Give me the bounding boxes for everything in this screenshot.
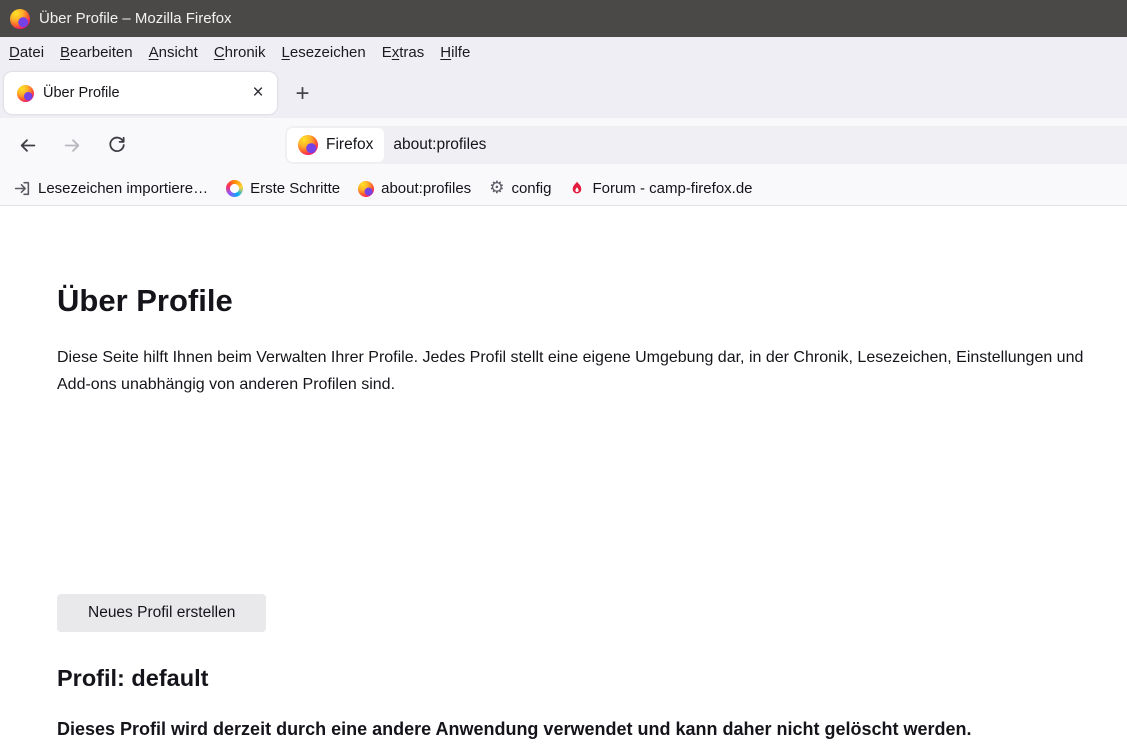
- bookmark-about-profiles[interactable]: about:profiles: [349, 176, 480, 201]
- flame-icon: [569, 181, 585, 197]
- menu-item-ansicht[interactable]: Ansicht: [148, 43, 198, 61]
- navigation-toolbar: [0, 118, 1127, 172]
- import-icon: [14, 180, 31, 197]
- menu-item-chronik[interactable]: Chronik: [213, 43, 266, 61]
- bookmark-forum-camp-firefox[interactable]: Forum - camp-firefox.de: [560, 176, 761, 201]
- bookmark-import[interactable]: Lesezeichen importiere…: [5, 176, 217, 201]
- bookmark-config[interactable]: ⚙ config: [489, 178, 552, 198]
- tab-label: Über Profile: [43, 85, 120, 101]
- page-title: Über Profile: [57, 283, 233, 318]
- firefox-icon: [10, 9, 30, 29]
- menu-item-bearbeiten[interactable]: Bearbeiten: [60, 43, 133, 61]
- profile-in-use-warning: Dieses Profil wird derzeit durch eine andere Anwendung verwendet und kann daher nicht gelöscht werden.: [57, 719, 972, 739]
- forward-button[interactable]: [56, 129, 88, 161]
- chip-label: Firefox: [326, 136, 374, 153]
- profile-section-title: Profil: default: [57, 665, 209, 691]
- reload-button[interactable]: [101, 129, 133, 161]
- window-titlebar[interactable]: [0, 0, 1127, 37]
- tab-close-icon[interactable]: ×: [245, 80, 271, 106]
- forward-arrow-icon: [64, 137, 81, 154]
- menu-bar: [0, 37, 1127, 67]
- menu-item-extras[interactable]: Extras: [381, 43, 425, 61]
- chip-firefox-icon: [298, 135, 318, 155]
- url-value: about:profiles: [393, 136, 487, 153]
- identity-chip: [287, 128, 384, 162]
- window-title: Über Profile – Mozilla Firefox: [39, 10, 232, 27]
- about-profiles-page: [0, 283, 1127, 740]
- tab-ueber-profile[interactable]: [4, 72, 277, 114]
- back-arrow-icon: [19, 137, 36, 154]
- new-tab-button[interactable]: +: [287, 78, 318, 109]
- bookmarks-toolbar: [0, 172, 1127, 206]
- back-button[interactable]: [11, 129, 43, 161]
- tab-favicon-firefox-icon: [17, 85, 34, 102]
- gear-icon: ⚙: [489, 178, 505, 198]
- menu-item-datei[interactable]: Datei: [9, 43, 45, 61]
- firefox-icon: [358, 181, 374, 197]
- page-description: Diese Seite hilft Ihnen beim Verwalten Ihrer Profile. Jedes Profil stellt eine eigene Umgebung dar, in der Chronik, Lesezeichen, Einstellungen und Add-ons unabhängig von anderen Profilen sind.: [57, 349, 1084, 393]
- menu-item-hilfe[interactable]: Hilfe: [440, 43, 471, 61]
- reload-icon: [108, 136, 126, 154]
- url-bar[interactable]: [285, 126, 1127, 164]
- menu-item-lesezeichen[interactable]: Lesezeichen: [281, 43, 366, 61]
- getting-started-icon: [226, 180, 243, 197]
- create-profile-button[interactable]: Neues Profil erstellen: [57, 594, 266, 632]
- bookmark-erste-schritte[interactable]: Erste Schritte: [217, 176, 349, 201]
- tab-bar: [0, 67, 1127, 118]
